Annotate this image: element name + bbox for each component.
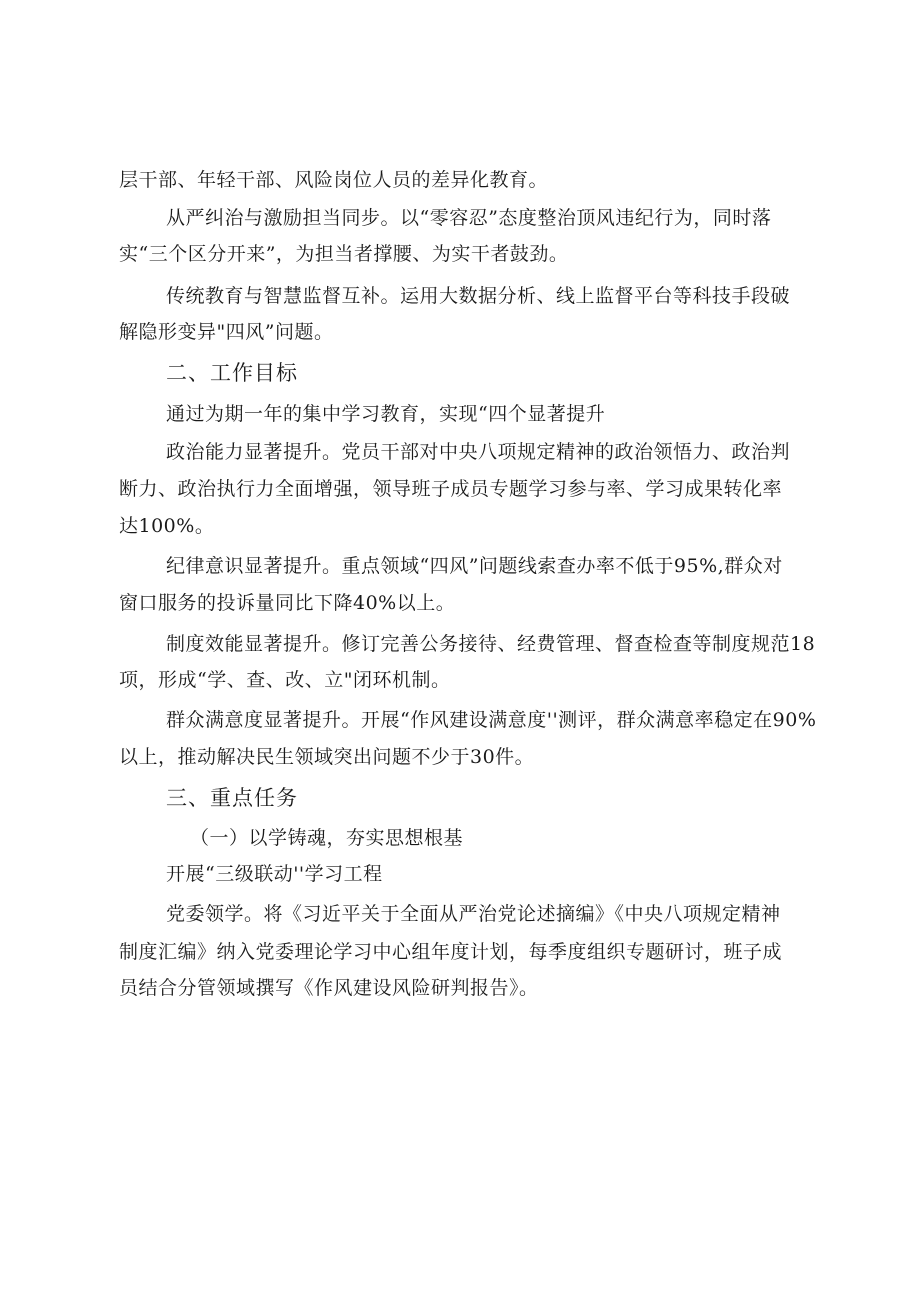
paragraph-line: 实“三个区分开来”，为担当者撑腰、为实干者鼓劲。 (119, 243, 569, 265)
paragraph-line: 政治能力显著提升。党员干部对中央八项规定精神的政治领悟力、政治判 (166, 441, 791, 463)
paragraph-line: 传统教育与智慧监督互补。运用大数据分析、线上监督平台等科技手段破 (166, 285, 791, 307)
paragraph-line: 制度效能显著提升。修订完善公务接待、经费管理、督查检查等制度规范18 (166, 633, 816, 655)
paragraph-line: 层干部、年轻干部、风险岗位人员的差异化教育。 (119, 169, 549, 191)
section-heading-goals: 二、工作目标 (166, 361, 298, 385)
paragraph-line: 项，形成“学、查、改、立"闭环机制。 (119, 669, 451, 691)
paragraph-line: 以上，推动解决民生领域突出问题不少于30件。 (119, 746, 535, 768)
paragraph-line: 通过为期一年的集中学习教育，实现“四个显著提升 (166, 403, 606, 425)
paragraph-line: 开展“三级联动''学习工程 (166, 863, 383, 885)
paragraph-line: 达100%。 (119, 515, 215, 537)
paragraph-line: 断力、政治执行力全面增强，领导班子成员专题学习参与率、学习成果转化率 (119, 478, 783, 500)
paragraph-line: 解隐形变异"四风”问题。 (119, 321, 334, 343)
paragraph-line: 从严纠治与激励担当同步。以“零容忍”态度整治顶风违纪行为，同时落 (166, 207, 772, 229)
paragraph-line: 员结合分管领域撰写《作风建设风险研判报告》。 (119, 977, 539, 999)
paragraph-line: 群众满意度显著提升。开展“作风建设满意度''测评，群众满意率稳定在90% (166, 709, 817, 731)
paragraph-line: 党委领学。将《习近平关于全面从严治党论述摘编》《中央八项规定精神 (166, 903, 781, 925)
subsection-heading: （一）以学铸魂，夯实思想根基 (190, 827, 464, 849)
paragraph-line: 制度汇编》纳入党委理论学习中心组年度计划，每季度组织专题研讨，班子成 (119, 941, 783, 963)
section-heading-tasks: 三、重点任务 (166, 786, 298, 810)
paragraph-line: 窗口服务的投诉量同比下降40%以上。 (119, 592, 456, 614)
paragraph-line: 纪律意识显著提升。重点领域“四风”问题线索查办率不低于95%,群众对 (166, 555, 783, 577)
